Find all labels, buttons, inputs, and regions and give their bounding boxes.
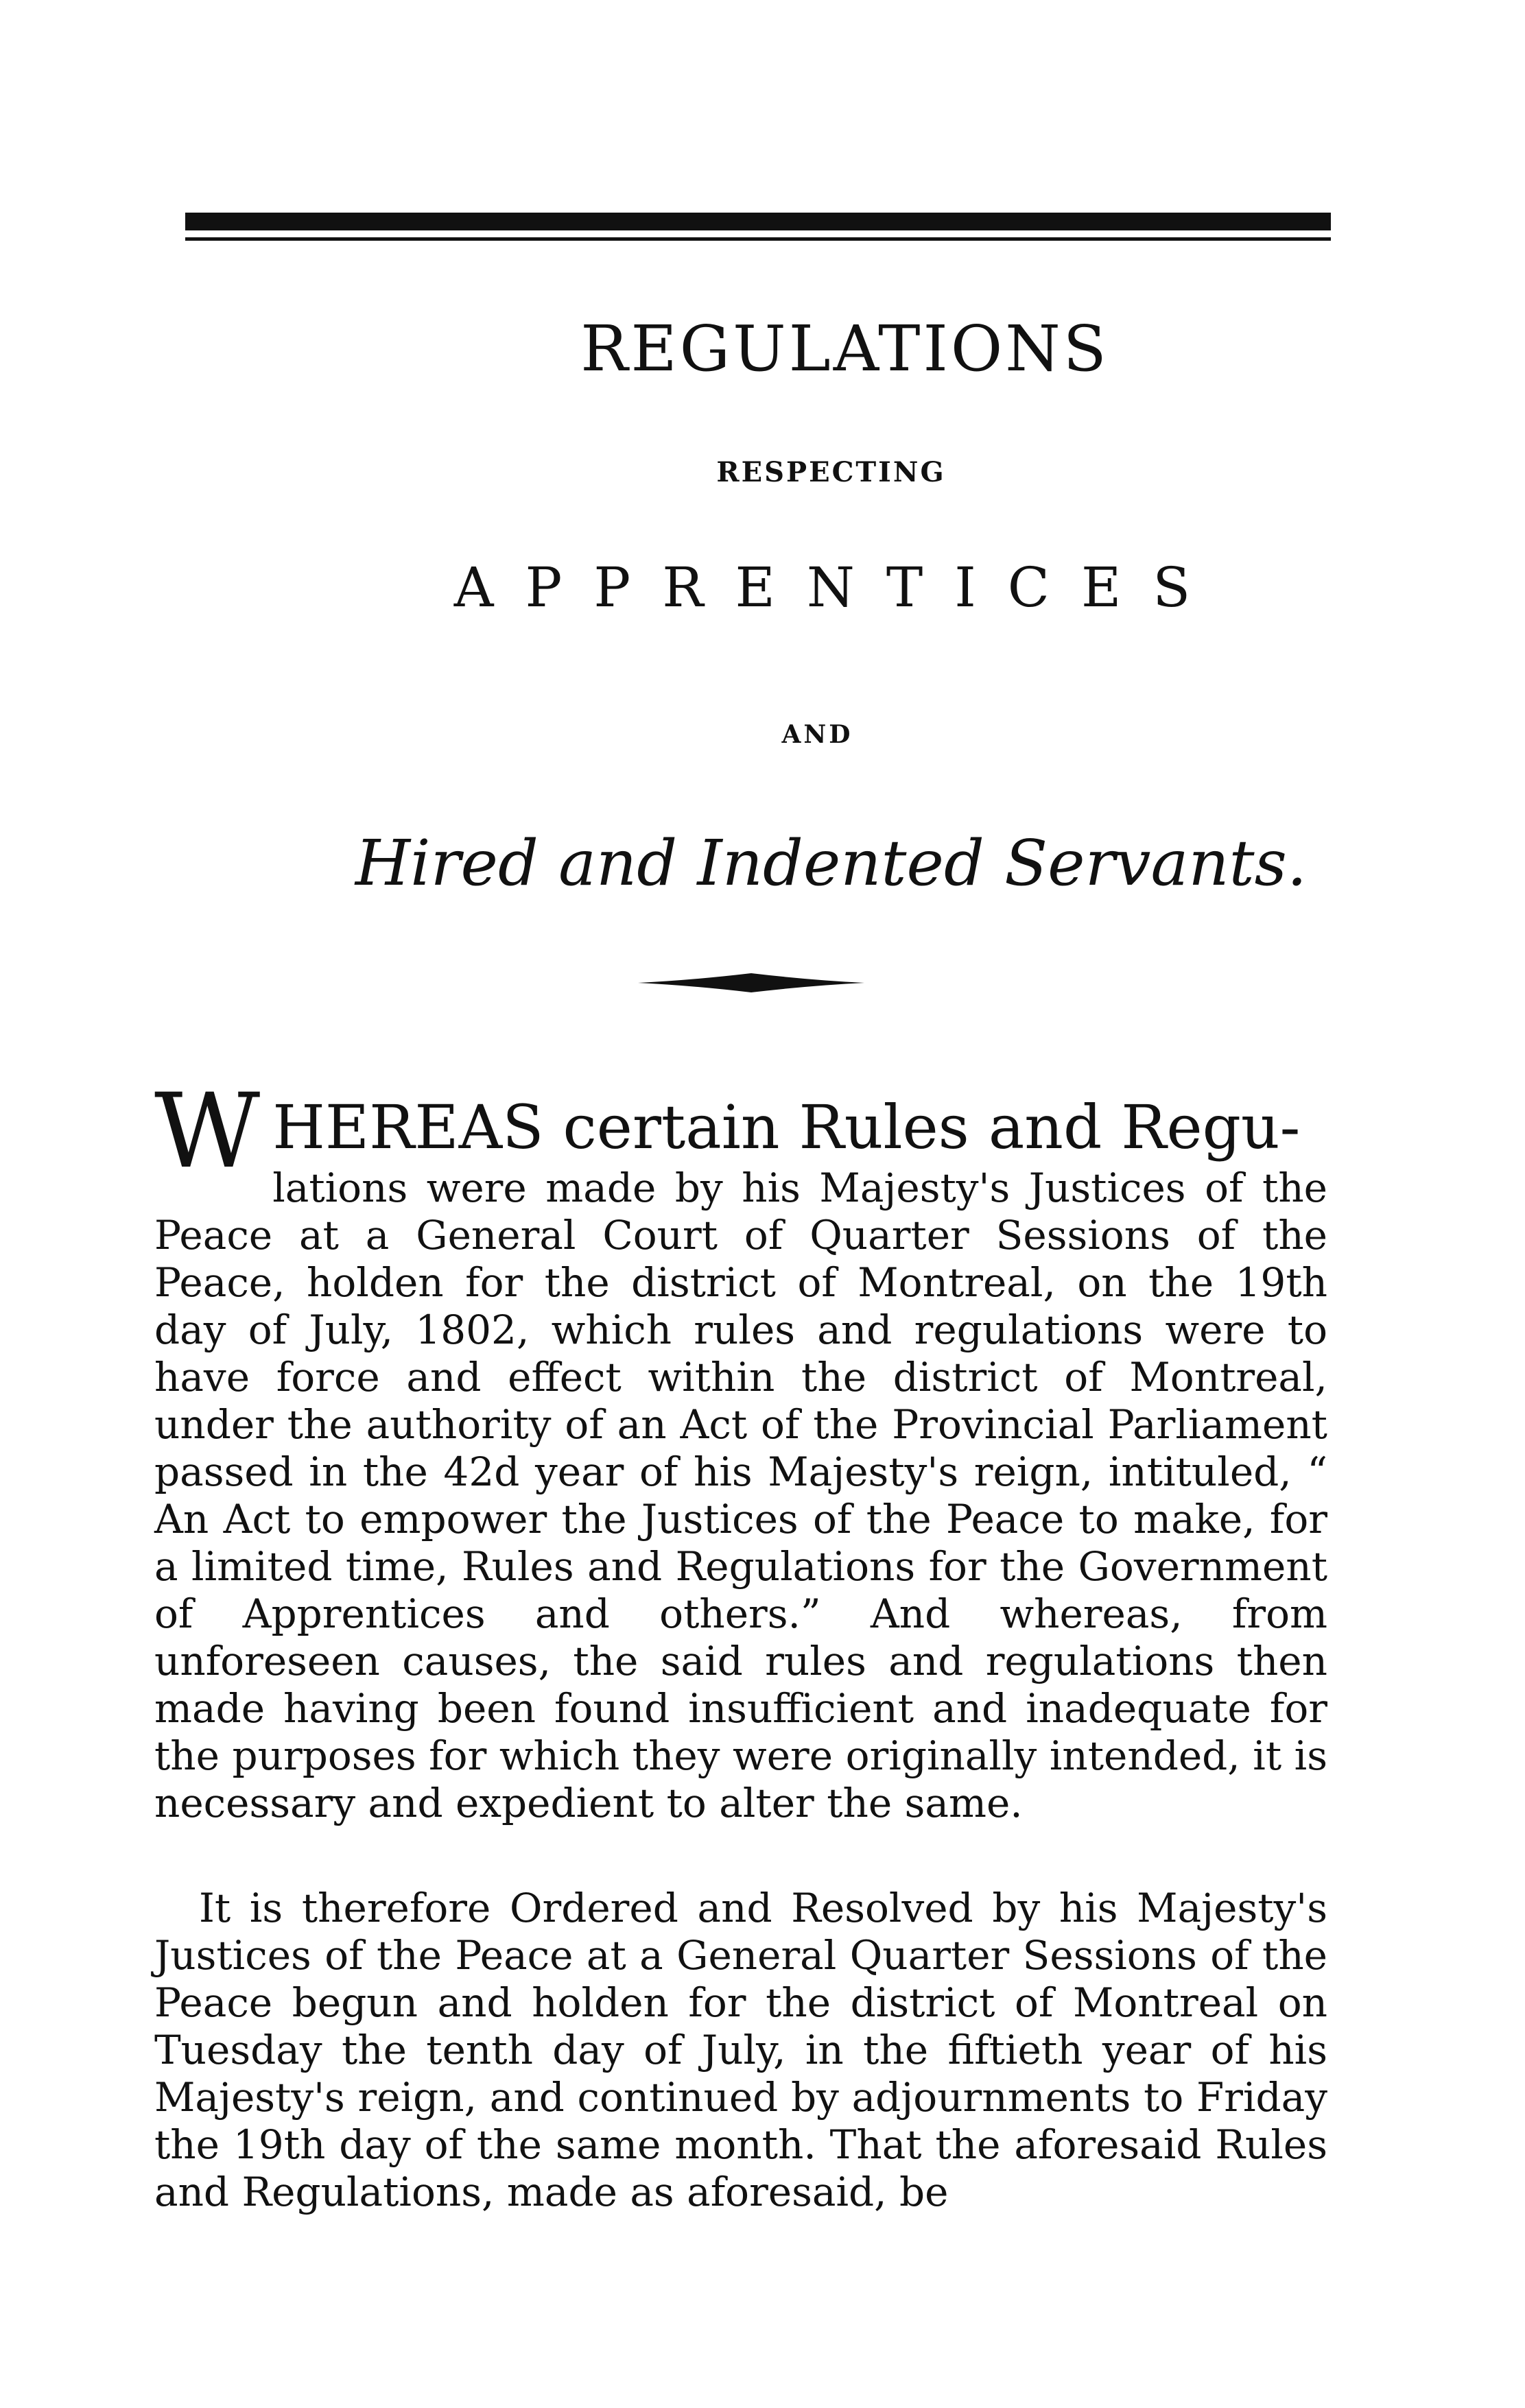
thin-rule [185,237,1331,241]
ornamental-rule [638,970,864,995]
paragraph-body: the Peace at a General Court of Quarter Sessions of the Peace, holden for the district of Montreal, on the 19th day of July, 1802, which rules and regulations were to have force and effect within the district of Montreal, under the authority of an Act of the Provincial Parliament passed in the 42d year of his Majesty's reign, intituled, “ An Act to empower the Justices of the Peace to make, for a limited time, Rules and Regulations for the Government of Apprentices and others.” And whereas, from unforeseen causes, the said rules and regulations then made having been found insufficient and inadequate for the purposes for which they were originally intended, it is necessary and expedient to alter the same. [154,1165,1328,1826]
paragraph-whereas [154,1072,1328,1827]
and-line: AND [781,720,853,749]
subtitle: Hired and Indented Servants. [355,826,1308,900]
drop-cap: W [154,1072,261,1191]
paragraph-resolved: It is therefore Ordered and Resolved by his Majesty's Justices of the Peace at a General Quarter Sessions of the Peace begun and holden for the district of Montreal on Tuesday the tenth day of July, in the fiftieth year of his Majesty's reign, and continued by adjournments to Friday the 19th day of the same month. That the aforesaid Rules and Regulations, made as aforesaid, be [154,1885,1327,2215]
thick-rule [185,213,1331,230]
first-line: HEREAS certain Rules and Regu- [272,1092,1301,1163]
top-double-rule [185,213,1331,244]
apprentices-heading: APPRENTICES [453,556,1222,619]
second-line: lations were made by his Majesty's Justices of [272,1165,1244,1211]
document-title: REGULATIONS [580,312,1109,385]
respecting-line: RESPECTING [716,456,946,488]
